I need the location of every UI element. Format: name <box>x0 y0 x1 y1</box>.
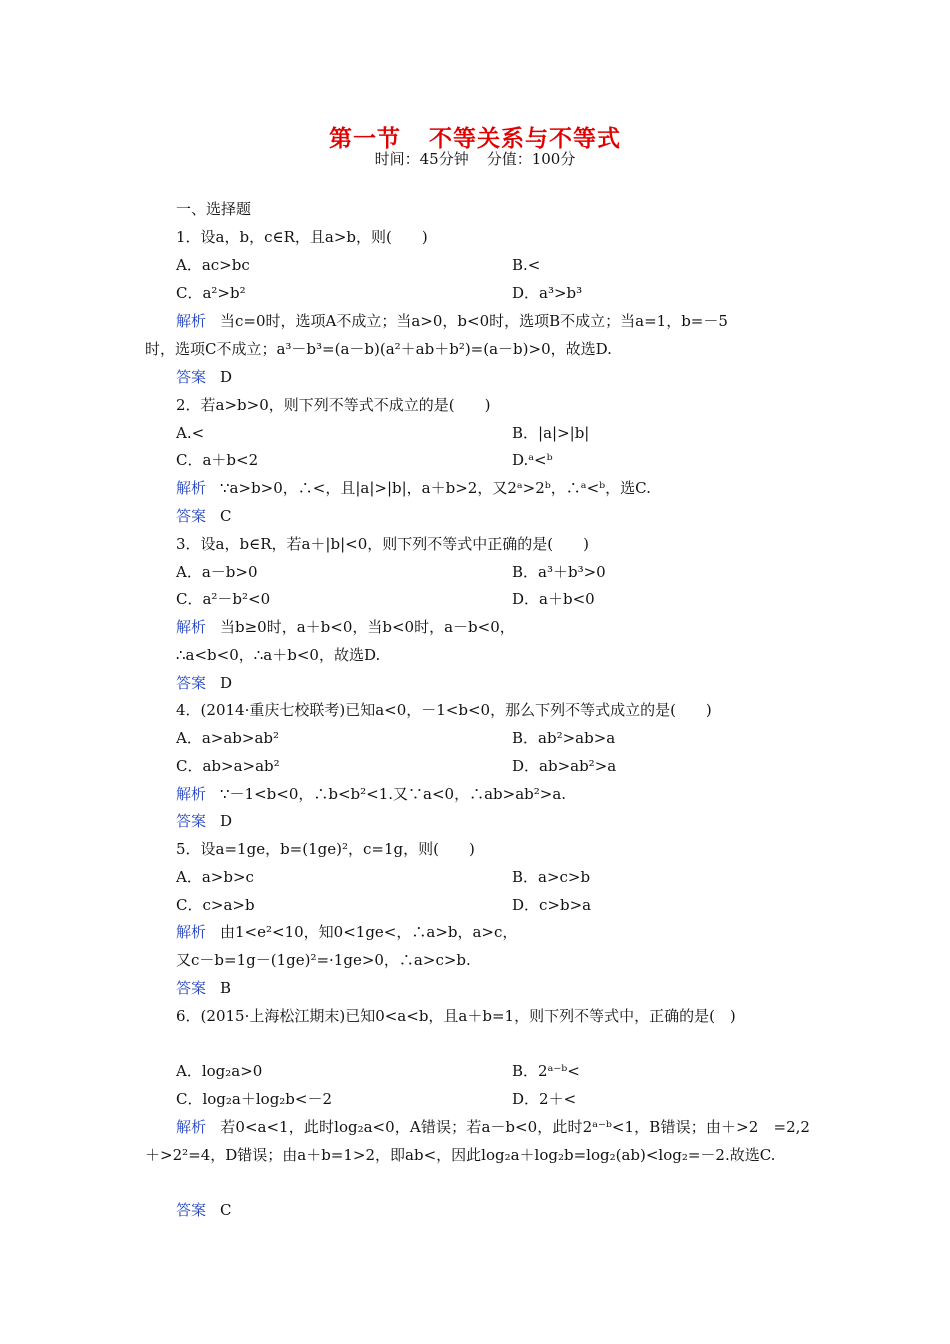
analysis-line <box>176 617 816 637</box>
answer-label: 答案 <box>176 979 207 997</box>
option: A．a－b>0 <box>176 563 258 581</box>
answer-value: C <box>220 1201 232 1219</box>
answer-line <box>176 1200 816 1220</box>
option: A.< <box>176 424 205 442</box>
analysis-label: 解析 <box>176 618 207 636</box>
question-stem: 5．设a=1ge，b=(1ge)²，c=1g，则( ) <box>176 840 475 858</box>
analysis-line <box>145 1113 810 1169</box>
option: B．ab²>ab>a <box>512 729 616 747</box>
analysis-text: 当b≥0时，a＋b<0，当b<0时，a－b<0， <box>220 618 515 636</box>
answer-label: 答案 <box>176 812 207 830</box>
option: C．log₂a＋log₂b<－2 <box>176 1090 333 1108</box>
option: A．a>ab>ab² <box>176 729 280 747</box>
analysis-line: ∴a<b<0，∴a＋b<0，故选D. <box>176 646 381 664</box>
answer-value: B <box>220 979 232 997</box>
option: B．2ᵃ⁻ᵇ< <box>512 1062 580 1080</box>
section-topic: 不等关系与不等式 <box>429 126 621 152</box>
section-heading: 一、选择题 <box>176 200 252 218</box>
answer-value: C <box>220 507 232 525</box>
answer-label: 答案 <box>176 674 207 692</box>
analysis-label: 解析 <box>176 1118 207 1136</box>
option: D．ab>ab²>a <box>512 757 617 775</box>
question-stem: 4．(2014·重庆七校联考)已知a<0，－1<b<0，那么下列不等式成立的是( ) <box>176 701 712 719</box>
option: B．|a|>|b| <box>512 424 590 442</box>
option: B．a>c>b <box>512 868 591 886</box>
option: D.ᵃ<ᵇ <box>512 451 553 469</box>
question-stem: 3．设a，b∈R，若a＋|b|<0，则下列不等式中正确的是( ) <box>176 535 589 553</box>
option: B．a³＋b³>0 <box>512 563 606 581</box>
option: A．ac>bc <box>176 256 250 274</box>
option: D．a＋b<0 <box>512 590 595 608</box>
analysis-label: 解析 <box>176 312 207 330</box>
option: C．a²－b²<0 <box>176 590 271 608</box>
answer-line <box>176 506 816 526</box>
option: C．a＋b<2 <box>176 451 259 469</box>
answer-line <box>176 978 816 998</box>
option: C．ab>a>ab² <box>176 757 280 775</box>
analysis-text: ∵a>b>0，∴<，且|a|>|b|，a＋b>2，又2ᵃ>2ᵇ，∴ᵃ<ᵇ，选C. <box>220 479 651 497</box>
answer-label: 答案 <box>176 507 207 525</box>
question-stem: 6．(2015·上海松江期末)已知0<a<b，且a＋b=1，则下列不等式中，正确的是( ) <box>176 1007 736 1025</box>
answer-line <box>176 367 816 387</box>
question-stem: 2．若a>b>0，则下列不等式不成立的是( ) <box>176 396 491 414</box>
option: A．a>b>c <box>176 868 254 886</box>
answer-label: 答案 <box>176 1201 207 1219</box>
answer-line <box>176 811 816 831</box>
analysis-text: 当c=0时，选项A不成立；当a>0，b<0时，选项B不成立；当a=1，b=－5 <box>220 312 728 330</box>
option: C．c>a>b <box>176 896 255 914</box>
analysis-line: 又c－b=1g－(1ge)²=·1ge>0，∴a>c>b. <box>176 951 471 969</box>
option: D．a³>b³ <box>512 284 583 302</box>
analysis-text: 由1<e²<10，知0<1ge<，∴a>b，a>c， <box>220 923 518 941</box>
time-limit: 时间：45分钟 <box>374 150 469 168</box>
option: A．log₂a>0 <box>176 1062 263 1080</box>
analysis-label: 解析 <box>176 479 207 497</box>
analysis-line <box>176 478 816 498</box>
page-subtitle <box>0 148 950 169</box>
analysis-line <box>176 311 816 331</box>
analysis-label: 解析 <box>176 785 207 803</box>
analysis-label: 解析 <box>176 923 207 941</box>
answer-line <box>176 673 816 693</box>
option: D．2＋< <box>512 1090 577 1108</box>
question-stem: 1．设a，b，c∈R，且a>b，则( ) <box>176 228 428 246</box>
score-total: 分值：100分 <box>486 150 576 168</box>
answer-value: D <box>220 674 233 692</box>
answer-value: D <box>220 812 233 830</box>
answer-value: D <box>220 368 233 386</box>
section-number: 第一节 <box>329 126 401 152</box>
option: D．c>b>a <box>512 896 592 914</box>
analysis-line <box>176 784 816 804</box>
analysis-text: 若0<a<1，此时log₂a<0，A错误；若a－b<0，此时2ᵃ⁻ᵇ<1，B错误；由＋>2 =2,2＋>2²=4，D错误；由a＋b=1>2，即ab<，因此log₂a＋log₂b=log₂(ab)<log₂=－2.故选C. <box>145 1118 810 1164</box>
analysis-line: 时，选项C不成立；a³－b³=(a－b)(a²＋ab＋b²)=(a－b)>0，故选D. <box>145 340 612 358</box>
analysis-text: ∵－1<b<0，∴b<b²<1.又∵a<0，∴ab>ab²>a. <box>220 785 567 803</box>
analysis-line <box>176 922 816 942</box>
option: C．a²>b² <box>176 284 246 302</box>
option: B.< <box>512 256 541 274</box>
answer-label: 答案 <box>176 368 207 386</box>
